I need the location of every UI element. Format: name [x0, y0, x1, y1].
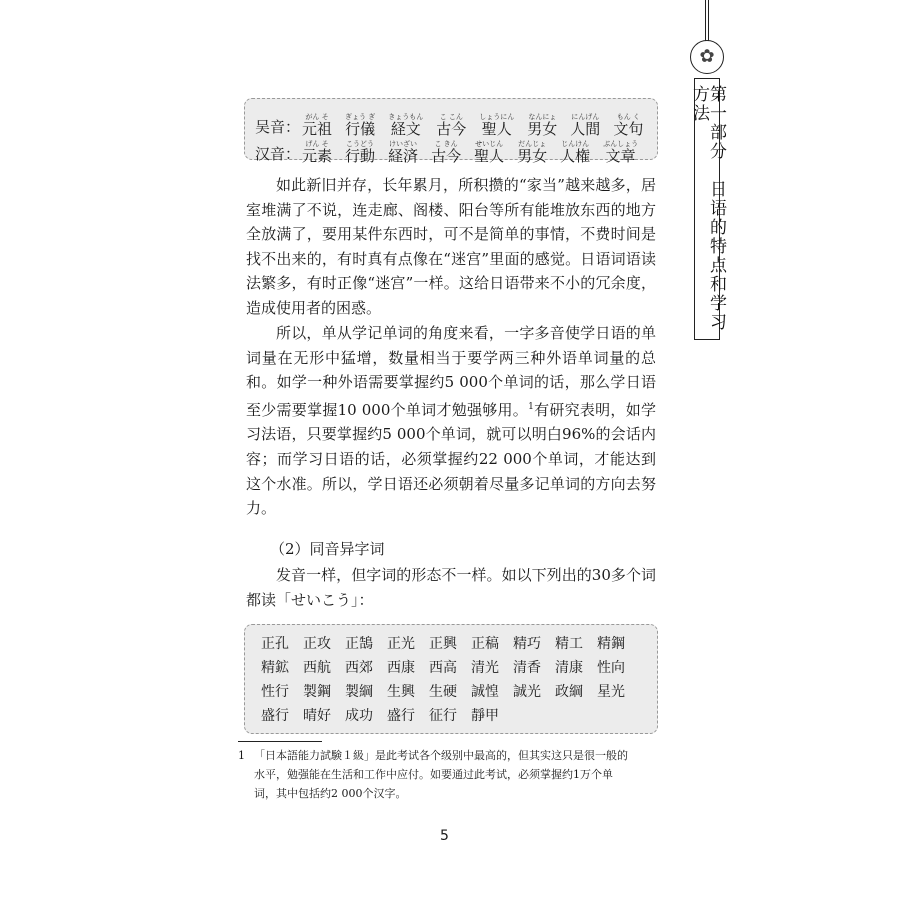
furigana: けいざい [389, 140, 418, 148]
homophone-word: 靜甲 [471, 708, 499, 724]
han-word [603, 141, 638, 164]
han-word [560, 141, 590, 164]
homophone-word: 正鵠 [345, 636, 373, 652]
wu-label: 吴音： [255, 118, 301, 136]
kanji-word: 古今 [431, 147, 462, 165]
han-reading-row [255, 131, 651, 164]
chapter-tab-label: 第一部分 日语的特点和学习方法 [689, 85, 726, 332]
homophone-word: 精鉱 [261, 660, 289, 676]
footnote-ref[interactable]: 1 [528, 401, 534, 412]
homophone-word: 盛行 [387, 708, 415, 724]
homophone-word: 正稿 [471, 636, 499, 652]
paragraph-1 [246, 173, 656, 321]
homophone-word: 西康 [387, 660, 415, 676]
kanji-word: 元素 [302, 147, 333, 165]
kanji-word: 元祖 [302, 120, 333, 138]
furigana: なんにょ [528, 113, 557, 121]
homophone-word: 成功 [345, 708, 373, 724]
furigana: だんじょ [518, 140, 547, 148]
kanji-word: 経文 [390, 120, 421, 138]
homophone-word: 清康 [555, 660, 583, 676]
han-word [474, 141, 504, 164]
homophone-word: 精巧 [513, 636, 541, 652]
kanji-word: 古今 [436, 120, 467, 138]
homophone-word: 西高 [429, 660, 457, 676]
homophone-word: 正興 [429, 636, 457, 652]
kanji-word: 文章 [605, 147, 636, 165]
han-word [345, 141, 375, 164]
homophone-word: 星光 [597, 684, 625, 700]
homophone-word: 精工 [555, 636, 583, 652]
homophone-word: 製綱 [345, 684, 373, 700]
homophone-word: 正光 [387, 636, 415, 652]
footnote-line-3: 词，其中包括约2 000个汉字。 [254, 787, 407, 800]
paragraph-1-text: 如此新旧并存，长年累月，所积攒的“家当”越来越多，居室堆满了不说，连走廊、阁楼、阳台等所有能堆放东西的地方全放满了，要用某件东西时，可不是简单的事情，不费时间是找不出来的，有时真有点像在“迷宫”里面的感觉。日语词语读法繁多，有时正像“迷宫”一样。这给日语带来不小的冗余度，造成使用者的困惑。 [246, 176, 656, 317]
furigana: しょうにん [479, 113, 515, 121]
paragraph-2-text-b: 有研究表明，如学习法语，只要掌握约5 000个单词，就可以明白96%的会话内容；而学习日语的话，必须掌握约22 000个单词，才能达到这个水准。所以，学日语还必须朝着尽量多记单词的方向去努力。 [246, 400, 656, 518]
kanji-word: 行動 [345, 147, 376, 165]
page-number: 5 [440, 828, 449, 844]
homophone-word: 製鋼 [303, 684, 331, 700]
furigana: こ きん [434, 140, 458, 148]
homophone-word: 清光 [471, 660, 499, 676]
paragraph-3-text: 发音一样，但字词的形态不一样。如以下列出的30多个词都读「せいこう」： [246, 566, 656, 609]
homophone-word: 精鋼 [597, 636, 625, 652]
han-word [302, 141, 332, 164]
homophone-word: 西郊 [345, 660, 373, 676]
kanji-word: 文句 [613, 120, 644, 138]
furigana: がん そ [305, 113, 329, 121]
homophone-box [244, 624, 658, 734]
furigana: げん そ [305, 140, 329, 148]
han-word [517, 141, 547, 164]
homophone-word: 生硬 [429, 684, 457, 700]
homophone-word: 政綱 [555, 684, 583, 700]
homophone-word: 征行 [429, 708, 457, 724]
furigana: こうどう [346, 140, 375, 148]
kanji-word: 経済 [388, 147, 419, 165]
kanji-word: 聖人 [481, 120, 512, 138]
homophone-word: 正孔 [261, 636, 289, 652]
han-word [388, 141, 418, 164]
kanji-word: 男女 [527, 120, 558, 138]
chapter-tab [689, 78, 726, 340]
kanji-word: 人権 [560, 147, 591, 165]
homophone-word: 性行 [261, 684, 289, 700]
flower-icon: ✿ [690, 40, 724, 74]
furigana: にんげん [571, 113, 600, 121]
homophone-word: 生興 [387, 684, 415, 700]
kanji-word: 聖人 [474, 147, 505, 165]
footnote-line-1: 「日本語能力試験１級」是此考试各个级别中最高的，但其实这只是很一般的 [254, 749, 628, 762]
homophone-word: 晴好 [303, 708, 331, 724]
kanji-word: 男女 [517, 147, 548, 165]
furigana: もん く [616, 113, 640, 121]
homophone-word: 盛行 [261, 708, 289, 724]
furigana: こ こん [439, 113, 463, 121]
furigana: せいじん [475, 140, 504, 148]
han-label: 汉音： [255, 145, 301, 163]
footnote-number: 1 [238, 749, 245, 762]
footnote-rule [238, 741, 322, 742]
furigana: きょうもん [388, 113, 424, 121]
homophone-word: 西航 [303, 660, 331, 676]
homophone-word: 誠光 [513, 684, 541, 700]
kanji-word: 人間 [570, 120, 601, 138]
han-word [431, 141, 461, 164]
furigana: ぶんしょう [603, 140, 639, 148]
paragraph-3 [246, 563, 656, 612]
reading-comparison-box [244, 98, 658, 165]
homophone-grid [261, 635, 639, 725]
section-heading: （2）同音异字词 [270, 540, 385, 558]
furigana: じんけん [561, 140, 590, 148]
furigana: ぎょう ぎ [345, 113, 376, 121]
paragraph-2-text-a: 所以，单从学记单词的角度来看，一字多音使学日语的单词量在无形中猛增，数量相当于要学两三种外语单词量的总和。如学一种外语需要掌握约5 000个单词的话，那么学日语至少需要掌握10 000个单词才勉强够用。 [246, 324, 656, 419]
homophone-word: 清香 [513, 660, 541, 676]
footnote [238, 746, 658, 803]
footnote-line-2: 水平，勉强能在生活和工作中应付。如要通过此考试，必须掌握约1万个单 [254, 768, 613, 781]
homophone-word: 正攻 [303, 636, 331, 652]
homophone-word: 誠惶 [471, 684, 499, 700]
paragraph-2 [246, 321, 656, 521]
kanji-word: 行儀 [345, 120, 376, 138]
homophone-word: 性向 [597, 660, 625, 676]
